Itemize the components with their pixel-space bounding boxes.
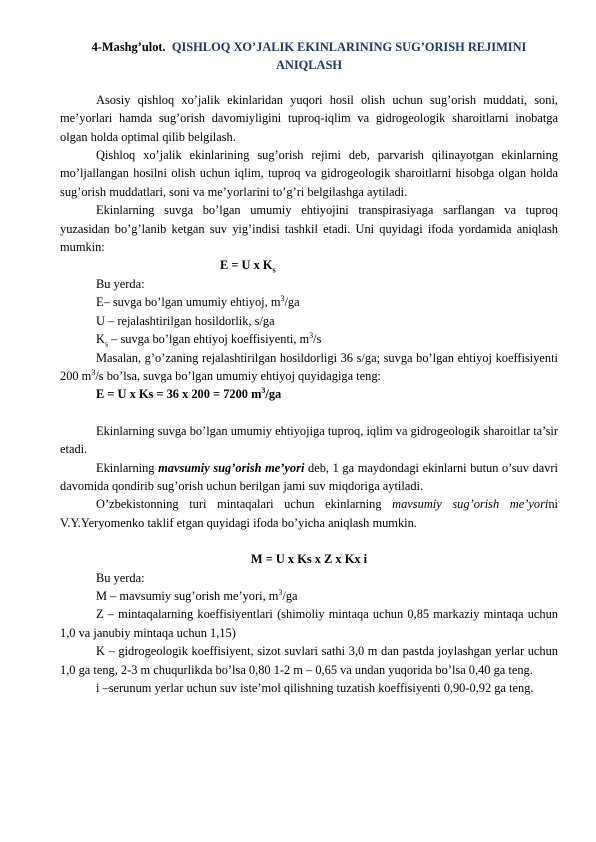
paragraph-4: Ekinlarning suvga bo’lgan umumiy ehtiyojiga tuproq, iqlim va gidrogeologik sharoitlar ta’sir etadi. bbox=[60, 423, 558, 457]
superscript-3: 3 bbox=[278, 587, 283, 597]
definition-ks-text: – suvga bo’lgan ehtiyoj koeffisiyenti, m bbox=[108, 332, 310, 347]
definition-e-text: E– suvga bo’lgan umumiy ehtiyoj, m bbox=[96, 295, 281, 310]
formula-seasonal-norm: M = U x Ks x Z x Kx i bbox=[250, 552, 368, 567]
definition-m bbox=[60, 587, 558, 605]
lesson-topic: QISHLOQ XO’JALIK EKINLARINING SUG’ORISH REJIMINI ANIQLASH bbox=[171, 40, 527, 73]
formula-water-demand bbox=[60, 256, 558, 274]
calculation-text: E = U x Ks = 36 x 200 = 7200 m bbox=[96, 387, 262, 402]
unit-text: /ga bbox=[284, 295, 300, 310]
p5-text-a: Ekinlarning bbox=[96, 460, 159, 475]
formula-text: E = U x K bbox=[220, 258, 273, 273]
paragraph-5 bbox=[60, 459, 558, 496]
label-bu-yerda-1: Bu yerda: bbox=[96, 276, 145, 291]
definition-kx: K – gidrogeologik koeffisiyent, sizot suvlari sathi 3,0 m dan pastda joylashgan yerlar uchun 1,0 ga teng, 2-3 m chuqurlikda bo’lsa 0,80 1-2 m – 0,65 va undan yuqorida bo’lsa 0,40 ga teng. bbox=[60, 644, 558, 677]
superscript-3: 3 bbox=[309, 330, 314, 340]
spacer bbox=[60, 532, 558, 550]
label-bu-yerda-2: Bu yerda: bbox=[96, 570, 145, 585]
example-text: Masalan, g’o’zaning rejalashtirilgan hosildorligi 36 s/ga; suvga bo’lgan ehtiyoj koeffisiyenti 200 m bbox=[60, 350, 558, 383]
calculation-line bbox=[60, 385, 558, 403]
term-seasonal-norm: mavsumiy sug’orish me’yori bbox=[158, 460, 305, 475]
unit-text: /ga bbox=[282, 588, 298, 603]
symbol-k: K bbox=[96, 332, 105, 347]
subscript-s: s bbox=[104, 339, 109, 349]
definition-z: Z – mintaqalarning koeffisiyentlari (shimoliy mintaqa uchun 0,85 markaziy mintaqa uchun 1,0 va janubiy mintaqa uchun 1,15) bbox=[60, 607, 558, 640]
p6-text-c: ni V.Y.Yeryomenko taklif etgan quyidagi ifoda bo’yicha aniqlash mumkin. bbox=[60, 497, 558, 530]
term-seasonal-norm-italic: mavsumiy sug’orish me’yori bbox=[392, 497, 549, 512]
p6-text-a: O’zbekistonning turi mintaqalari uchun ekinlarning bbox=[96, 497, 393, 512]
superscript-3: 3 bbox=[280, 294, 285, 304]
definition-ks bbox=[60, 330, 558, 348]
paragraph-1: Asosiy qishloq xo’jalik ekinlaridan yuqori hosil olish uchun sug’orish muddati, soni, me’yorlari hamda sug’orish davomiyligini tuproq-iqlim va gidrogeologik sharoitlarni inobatga olgan holda optimal qilib belgilash. bbox=[60, 92, 558, 144]
unit-text: /ga bbox=[265, 387, 282, 402]
example-tail: /s bo’lsa, suvga bo’lgan umumiy ehtiyoj quyidagiga teng: bbox=[95, 368, 381, 383]
spacer bbox=[60, 404, 558, 422]
definition-i: i –serunum yerlar uchun suv iste’mol qilishning tuzatish koeffisiyenti 0,90-0,92 ga teng. bbox=[96, 681, 534, 695]
unit-text: /s bbox=[313, 332, 322, 347]
page-title bbox=[60, 38, 558, 75]
definition-m-text: M – mavsumiy sug’orish me’yori, m bbox=[96, 588, 279, 603]
superscript-3: 3 bbox=[261, 386, 266, 396]
paragraph-6 bbox=[60, 495, 558, 532]
paragraph-2: Qishloq xo’jalik ekinlarining sug’orish rejimi deb, parvarish qilinayotgan ekinlarning mo’ljallangan hosilni olish uchun iqlim, tuproq va gidrogeologik sharoitlarni hisobga olgan holda sug’orish muddatlari, soni va me’yorlarini to’g’ri belgilashga aytiladi. bbox=[60, 148, 558, 199]
document-page bbox=[60, 38, 558, 697]
superscript-3: 3 bbox=[91, 367, 96, 377]
definition-e bbox=[60, 293, 558, 311]
example-paragraph bbox=[60, 349, 558, 386]
paragraph-3: Ekinlarning suvga bo’lgan umumiy ehtiyojini transpirasiyaga sarflangan va tuproq yuzasidan bo’g’lanib ketgan suv yig’indisi tashkil etadi. Uni quyidagi ifoda yordamida aniqlash mumkin: bbox=[60, 203, 558, 255]
lesson-number: 4-Mashg’ulot. bbox=[91, 40, 166, 54]
definition-u: U – rejalashtirilgan hosildorlik, s/ga bbox=[96, 313, 275, 328]
formula-subscript: s bbox=[272, 265, 276, 275]
p5-text-c: deb, 1 ga maydondagi ekinlarni butun o’suv davri davomida qondirib sug’orish uchun berilgan jami suv miqdoriga aytiladi. bbox=[60, 460, 558, 493]
